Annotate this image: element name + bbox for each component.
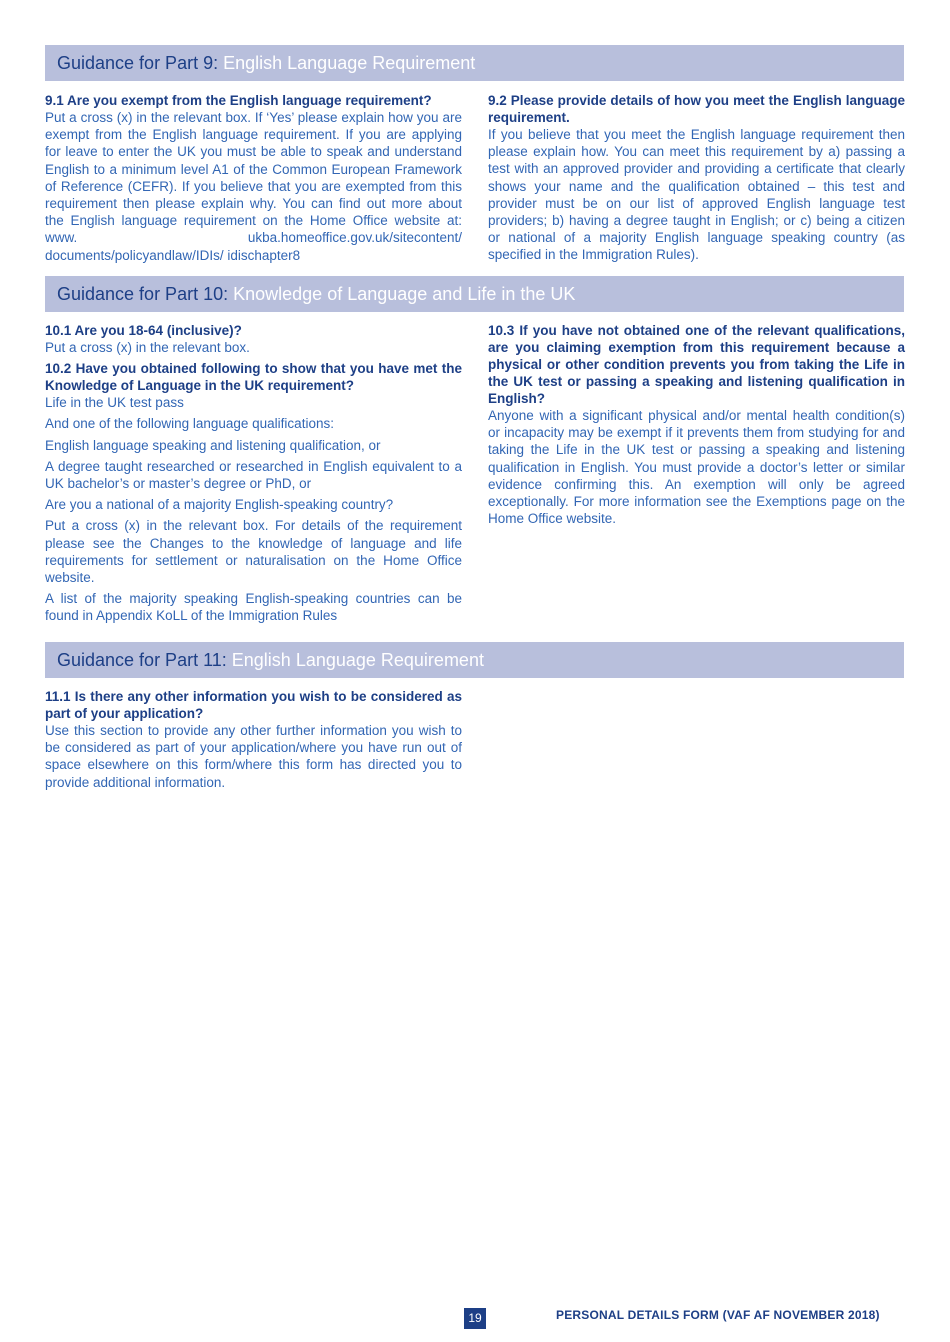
section-heading-part-11	[45, 642, 904, 678]
section-heading-part-10	[45, 276, 904, 312]
section-heading-title: Knowledge of Language and Life in the UK	[233, 284, 576, 304]
answer-10-3: Anyone with a significant physical and/or mental health condition(s) or incapacity may be exempt if it prevents them from studying for and taking the Life in the UK test or passing a speaking and listening qualification in English. You must provide a doctor’s letter or similar evidence confirming this. An exemption will only be agreed exceptionally. For more information see the Exemptions page on the Home Office website.	[488, 408, 905, 527]
part-10-left-column	[45, 322, 462, 625]
question-10-3: 10.3 If you have not obtained one of the relevant qualifications, are you claiming exemption from this requirement because a physical or other condition prevents you from taking the Life in the UK test or passing a speaking and listening qualification in English?	[488, 323, 905, 406]
question-10-2: 10.2 Have you obtained following to show that you have met the Knowledge of Language in the UK requirement?	[45, 361, 462, 394]
page-number: 19	[464, 1308, 486, 1329]
answer-10-2-line: Put a cross (x) in the relevant box. For details of the requirement please see the Changes to the knowledge of language and life requirements for settlement or naturalisation on the Home Office website.	[45, 518, 462, 586]
part-9-left-column	[45, 92, 462, 264]
part-11-left-column	[45, 688, 462, 791]
answer-9-1: Put a cross (x) in the relevant box. If ‘Yes’ please explain how you are exempt from the English language requirement. If you are applying for leave to enter the UK you must be able to speak and understand English to a minimum level A1 of the Common European Framework of Reference (CEFR). If you believe that you are exempted from this requirement then please explain why. You can find out more about the English language requirement on the Home Office website at: www. ukba.homeoffice.gov.uk/sitecontent/ documents/policyandlaw/IDIs/ idischapter8	[45, 110, 462, 263]
answer-9-2: If you believe that you meet the English language requirement then please explain how. You can meet this requirement by a) passing a test with an approved provider and providing a certificate that clearly shows your name and the qualification obtained – this test and provider must be on our list of approved English language test providers; b) having a degree taught in English; or c) being a citizen or national of a majority English language speaking country (as specified in the Immigration Rules).	[488, 127, 905, 263]
answer-10-2-line: Life in the UK test pass	[45, 395, 184, 411]
answer-10-2-line: English language speaking and listening qualification, or	[45, 437, 381, 453]
part-9-right-column	[488, 92, 905, 264]
part-10-right-column	[488, 322, 905, 527]
answer-11-1: Use this section to provide any other further information you wish to be considered as part of your application/where you have run out of space elsewhere on this form/where this form has directed you to provide additional information.	[45, 723, 462, 790]
question-10-1: 10.1 Are you 18-64 (inclusive)?	[45, 323, 242, 338]
section-heading-part-9	[45, 45, 904, 81]
section-heading-lead: Guidance for Part 9:	[57, 53, 219, 73]
answer-10-2-line: And one of the following language qualifications:	[45, 416, 334, 432]
answer-10-1: Put a cross (x) in the relevant box.	[45, 340, 250, 355]
answer-10-2-line: Are you a national of a majority English-speaking country?	[45, 497, 394, 513]
answer-10-2-line: A list of the majority speaking English-speaking countries can be found in Appendix KoLL of the Immigration Rules	[45, 591, 462, 624]
question-9-2: 9.2 Please provide details of how you meet the English language requirement.	[488, 93, 905, 125]
section-heading-title: English Language Requirement	[223, 53, 476, 73]
answer-10-2-line: A degree taught researched or researched in English equivalent to a UK bachelor’s or master’s degree or PhD, or	[45, 458, 462, 492]
question-11-1: 11.1 Is there any other information you wish to be considered as part of your application?	[45, 689, 462, 721]
section-heading-lead: Guidance for Part 10:	[57, 284, 229, 304]
question-9-1: 9.1 Are you exempt from the English language requirement?	[45, 93, 432, 108]
section-heading-title: English Language Requirement	[231, 650, 484, 670]
form-title: PERSONAL DETAILS FORM (VAF AF NOVEMBER 2018)	[556, 1308, 880, 1322]
section-heading-lead: Guidance for Part 11:	[57, 650, 227, 670]
